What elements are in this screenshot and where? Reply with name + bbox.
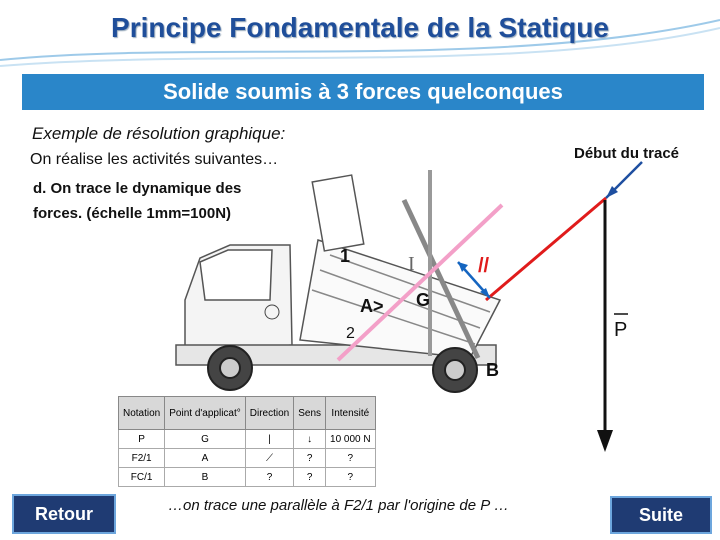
cell-sens: ↓ (294, 430, 326, 449)
section-banner: Solide soumis à 3 forces quelconques (22, 74, 704, 110)
start-label: Début du tracé (574, 145, 680, 162)
step-line-1: d. On trace le dynamique des (33, 180, 242, 197)
next-button[interactable]: Suite (610, 496, 712, 534)
header-point: Point d'applicat° (165, 397, 246, 430)
example-heading: Exemple de résolution graphique: (32, 124, 286, 143)
label-parallel: // (478, 255, 490, 277)
cell-notation: F2/1 (119, 449, 165, 468)
forces-table (118, 396, 376, 487)
header-intensite: Intensité (326, 397, 376, 430)
header-notation: Notation (119, 397, 165, 430)
label-g: G (416, 290, 431, 310)
cell-intensite: ? (326, 468, 376, 487)
table-row (119, 449, 376, 468)
table-row (119, 468, 376, 487)
label-a: A> (360, 296, 384, 316)
header-sens: Sens (294, 397, 326, 430)
spacer (430, 198, 606, 210)
header-direction: Direction (245, 397, 293, 430)
label-b: B (486, 360, 499, 380)
label-p: P (614, 319, 628, 341)
parallel-line-red (486, 198, 606, 300)
page-title: Principe Fondamentale de la Statique (111, 12, 609, 43)
back-button[interactable]: Retour (12, 494, 116, 534)
bottom-instruction: …on trace une parallèle à F2/1 par l'origine de P … (168, 497, 509, 514)
cell-notation: FC/1 (119, 468, 165, 487)
step-line-2: forces. (échelle 1mm=100N) (33, 205, 232, 222)
cell-notation: P (119, 430, 165, 449)
truck-illustration (176, 175, 500, 365)
cell-intensite: ? (326, 449, 376, 468)
label-i: I (408, 253, 415, 275)
cell-direction: | (245, 430, 293, 449)
intro-text: On réalise les activités suivantes… (30, 151, 279, 168)
cell-direction: ⟋ (245, 449, 293, 468)
cell-point: A (165, 449, 246, 468)
table-row (119, 430, 376, 449)
cell-sens: ? (294, 449, 326, 468)
cell-point: G (165, 430, 246, 449)
cell-point: B (165, 468, 246, 487)
cell-intensite: 10 000 N (326, 430, 376, 449)
cell-direction: ? (245, 468, 293, 487)
table-header-row (119, 397, 376, 430)
label-one: 1 (340, 246, 351, 266)
label-two: 2 (346, 325, 355, 342)
cell-sens: ? (294, 468, 326, 487)
